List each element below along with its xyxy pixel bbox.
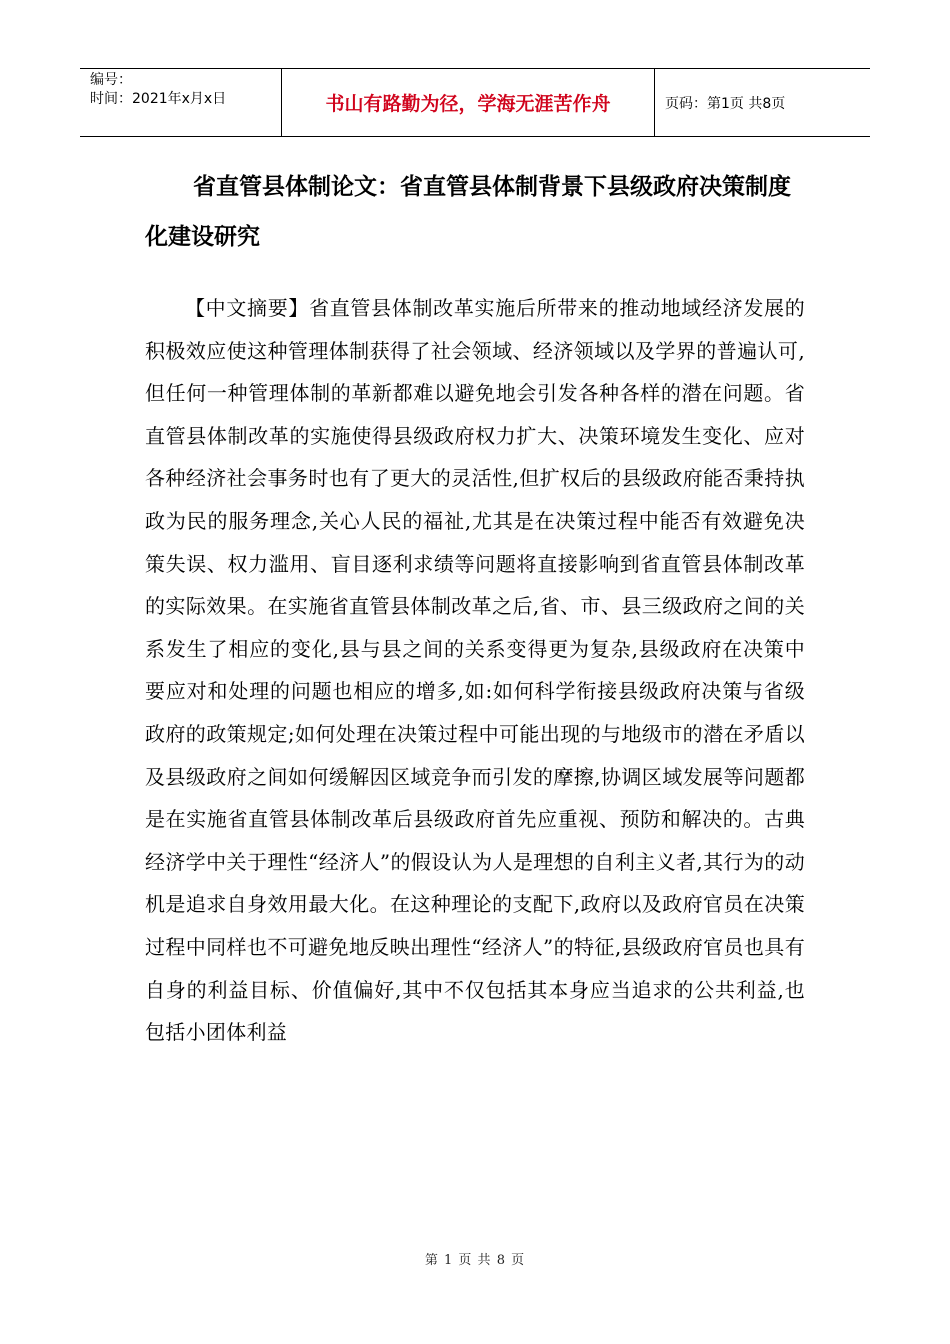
page-header — [80, 68, 870, 137]
header-motto: 书山有路勤为径，学海无涯苦作舟 — [282, 69, 655, 136]
date-label: 时间：2021年x月x日 — [90, 91, 227, 107]
header-page-info: 页码：第1页 共8页 — [665, 95, 786, 112]
number-label: 编号： — [90, 72, 132, 88]
abstract-paragraph: 【中文摘要】省直管县体制改革实施后所带来的推动地域经济发展的积极效应使这种管理体制获得了社会领域、经济领域以及学界的普遍认可,但任何一种管理体制的革新都难以避免地会引发各种各样的潜在问题。省直管县体制改革的实施使得县级政府权力扩大、决策环境发生变化、应对各种经济社会事务时也有了更大的灵活性,但扩权后的县级政府能否秉持执政为民的服务理念,关心人民的福祉,尤其是在决策过程中能否有效避免决策失误、权力滥用、盲目逐利求绩等问题将直接影响到省直管县体制改革的实际效果。在实施省直管县体制改革之后,省、市、县三级政府之间的关系发生了相应的变化,县与县之间的关系变得更为复杂,县级政府在决策中要应对和处理的问题也相应的增多,如:如何科学衔接县级政府决策与省级政府的政策规定;如何处理在决策过程中可能出现的与地级市的潜在矛盾以及县级政府之间如何缓解因区域竞争而引发的摩擦,协调区域发展等问题都是在实施省直管县体制改革后县级政府首先应重视、预防和解决的。古典经济学中关于理性“经济人”的假设认为人是理想的自利主义者,其行为的动机是追求自身效用最大化。在这种理论的支配下,政府以及政府官员在决策过程中同样也不可避免地反映出理性“经济人”的特征,县级政府官员也具有自身的利益目标、价值偏好,其中不仅包括其本身应当追求的公共利益,也包括小团体利益 — [145, 296, 805, 1045]
header-meta — [80, 69, 282, 136]
document-title: 省直管县体制论文：省直管县体制背景下县级政府决策制度化建设研究 — [145, 174, 791, 250]
page-footer: 第 1 页 共 8 页 — [424, 1253, 526, 1268]
